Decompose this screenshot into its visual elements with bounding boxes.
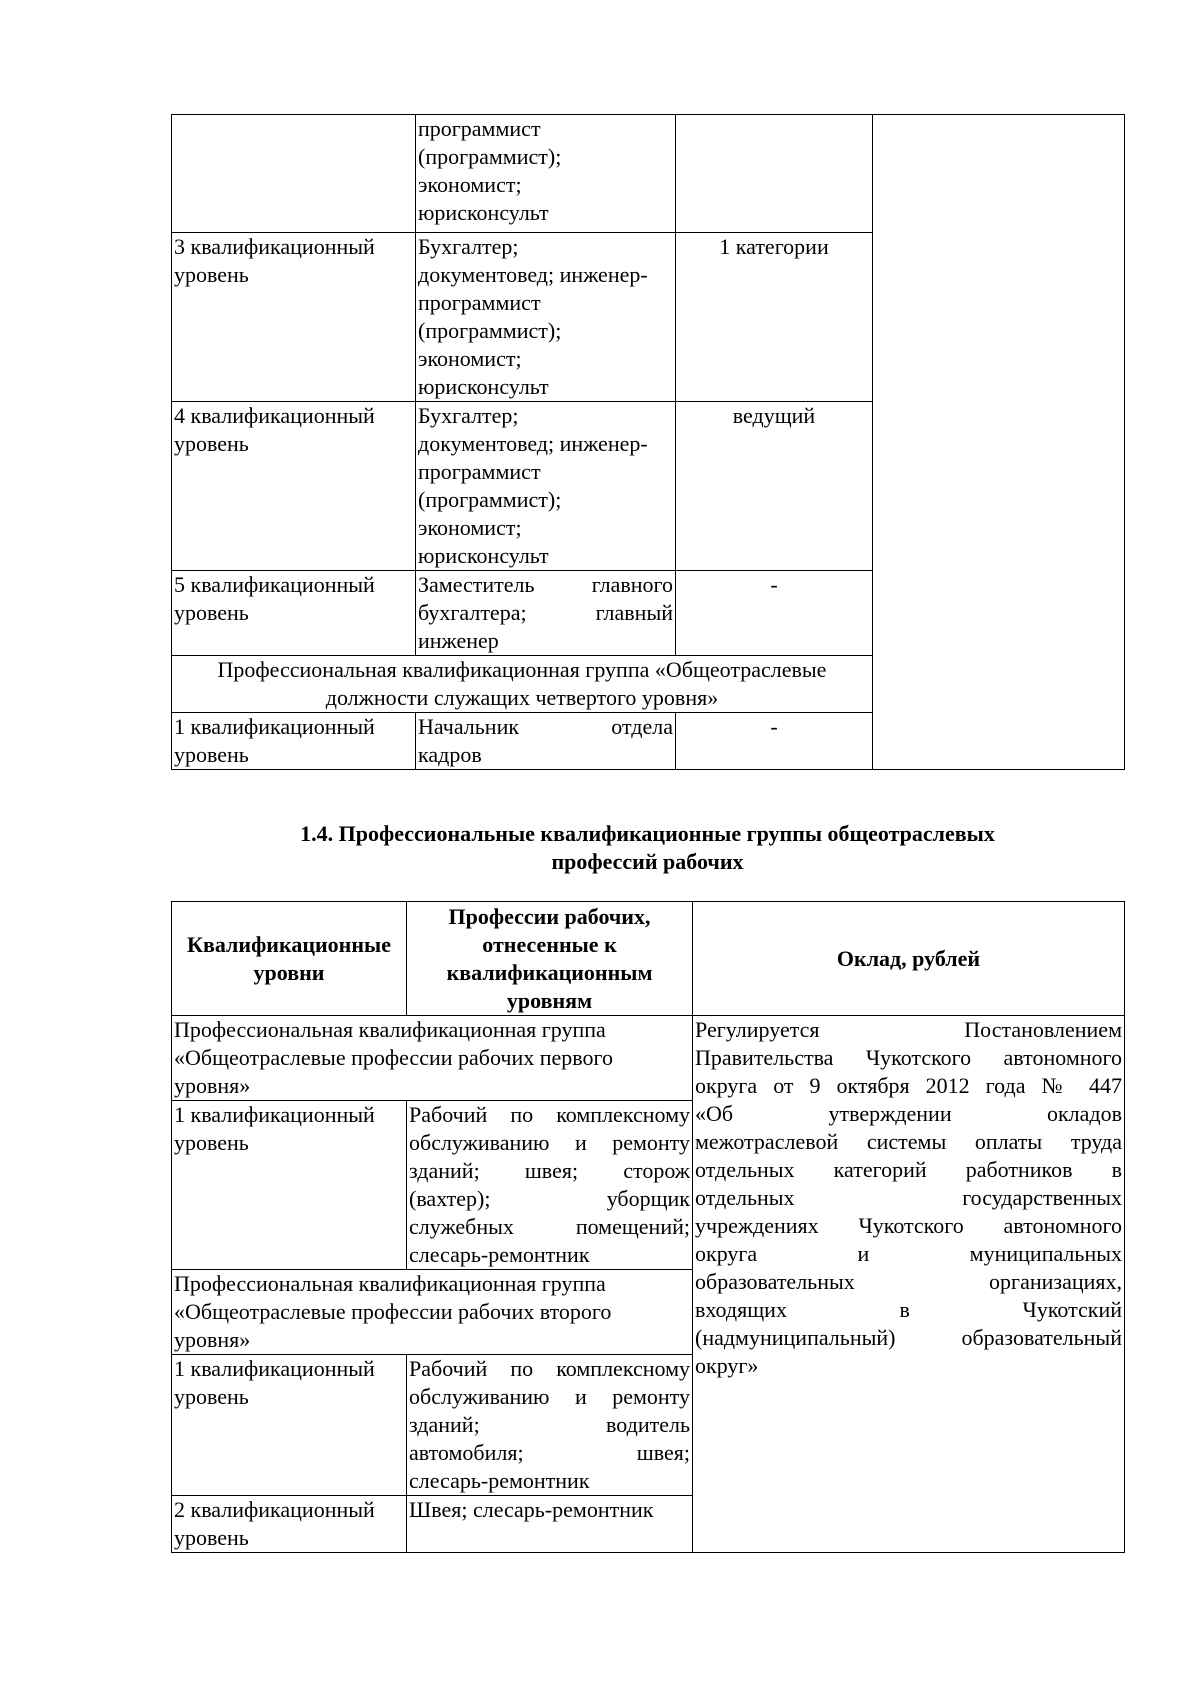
profession-line: Швея; слесарь-ремонтник — [409, 1497, 654, 1522]
professions-cell — [407, 1496, 693, 1553]
salary-line: Правительства Чукотского автономного — [695, 1045, 1122, 1070]
position-line: документовед; инженер- — [418, 262, 648, 287]
level-cell: 2 квалификационный уровень — [172, 1496, 407, 1553]
category-cell — [676, 115, 873, 233]
profession-line: автомобиля; швея; — [409, 1440, 690, 1465]
position-line: экономист; — [418, 346, 522, 371]
position-line: (программист); — [418, 318, 562, 343]
profession-line: зданий; швея; сторож — [409, 1158, 690, 1183]
salary-line: (надмуниципальный) образовательный — [695, 1325, 1122, 1350]
staff-qualification-table — [171, 114, 1125, 770]
positions-cell — [416, 402, 676, 571]
salary-line: образовательных организациях, — [695, 1269, 1122, 1294]
profession-line: слесарь-ремонтник — [409, 1242, 590, 1267]
group-header-cell: Профессиональная квалификационная группа «Общеотраслевые профессии рабочих первого уровня» — [172, 1016, 693, 1101]
position-line: Заместитель главного — [418, 572, 673, 597]
group-header-cell: Профессиональная квалификационная группа «Общеотраслевые профессии рабочих второго уровня» — [172, 1270, 693, 1355]
category-cell: 1 категории — [676, 233, 873, 402]
position-line: экономист; — [418, 515, 522, 540]
section-title-line: 1.4. Профессиональные квалификационные группы общеотраслевых — [300, 821, 995, 846]
positions-cell — [416, 233, 676, 402]
category-cell: - — [676, 571, 873, 656]
positions-cell — [416, 571, 676, 656]
position-line: экономист; — [418, 172, 522, 197]
profession-line: обслуживанию и ремонту — [409, 1130, 690, 1155]
positions-cell — [416, 713, 676, 770]
position-line: Бухгалтер; — [418, 234, 519, 259]
level-cell: 1 квалификационный уровень — [172, 713, 416, 770]
profession-line: Рабочий по комплексному — [409, 1102, 690, 1127]
salary-line: Регулируется Постановлением — [695, 1017, 1122, 1042]
header-salary: Оклад, рублей — [693, 902, 1125, 1016]
profession-line: (вахтер); уборщик — [409, 1186, 690, 1211]
level-cell: 1 квалификационный уровень — [172, 1355, 407, 1496]
position-line: программист — [418, 290, 541, 315]
professions-cell — [407, 1101, 693, 1270]
table-row — [172, 1016, 1125, 1101]
profession-line: обслуживанию и ремонту — [409, 1384, 690, 1409]
header-row — [172, 902, 1125, 1016]
level-cell — [172, 115, 416, 233]
level-cell: 3 квалификационный уровень — [172, 233, 416, 402]
position-line: кадров — [418, 742, 482, 767]
position-line: документовед; инженер- — [418, 431, 648, 456]
professions-cell — [407, 1355, 693, 1496]
position-line: (программист); — [418, 144, 562, 169]
header-levels: Квалификационные уровни — [172, 902, 407, 1016]
position-line: Бухгалтер; — [418, 403, 519, 428]
section-title — [171, 820, 1124, 876]
salary-line: округ» — [695, 1353, 759, 1378]
position-line: инженер — [418, 628, 499, 653]
profession-line: зданий; водитель — [409, 1412, 690, 1437]
workers-qualification-table — [171, 901, 1125, 1553]
salary-regulation-cell — [693, 1016, 1125, 1553]
profession-line: служебных помещений; — [409, 1214, 690, 1239]
position-line: юрисконсульт — [418, 543, 549, 568]
level-cell: 1 квалификационный уровень — [172, 1101, 407, 1270]
salary-line: учреждениях Чукотского автономного — [695, 1213, 1122, 1238]
level-cell: 4 квалификационный уровень — [172, 402, 416, 571]
category-cell: ведущий — [676, 402, 873, 571]
salary-cell-empty — [873, 115, 1125, 770]
salary-line: отдельных государственных — [695, 1185, 1122, 1210]
salary-line: входящих в Чукотский — [695, 1297, 1122, 1322]
position-line: Начальник отдела — [418, 714, 673, 739]
position-line: программист — [418, 116, 541, 141]
section-title-line: профессий рабочих — [551, 849, 744, 874]
positions-cell — [416, 115, 676, 233]
header-professions: Профессии рабочих, отнесенные к квалификационным уровням — [407, 902, 693, 1016]
position-line: юрисконсульт — [418, 200, 549, 225]
profession-line: Рабочий по комплексному — [409, 1356, 690, 1381]
position-line: программист — [418, 459, 541, 484]
salary-line: округа от 9 октября 2012 года № 447 — [695, 1073, 1122, 1098]
position-line: бухгалтера; главный — [418, 600, 673, 625]
salary-line: округа и муниципальных — [695, 1241, 1122, 1266]
level-cell: 5 квалификационный уровень — [172, 571, 416, 656]
position-line: (программист); — [418, 487, 562, 512]
group-header-cell: Профессиональная квалификационная группа «Общеотраслевые должности служащих четвертого уровня» — [172, 656, 873, 713]
profession-line: слесарь-ремонтник — [409, 1468, 590, 1493]
category-cell: - — [676, 713, 873, 770]
position-line: юрисконсульт — [418, 374, 549, 399]
salary-line: отдельных категорий работников в — [695, 1157, 1122, 1182]
salary-line: межотраслевой системы оплаты труда — [695, 1129, 1122, 1154]
table-row — [172, 115, 1125, 233]
salary-line: «Об утверждении окладов — [695, 1101, 1122, 1126]
